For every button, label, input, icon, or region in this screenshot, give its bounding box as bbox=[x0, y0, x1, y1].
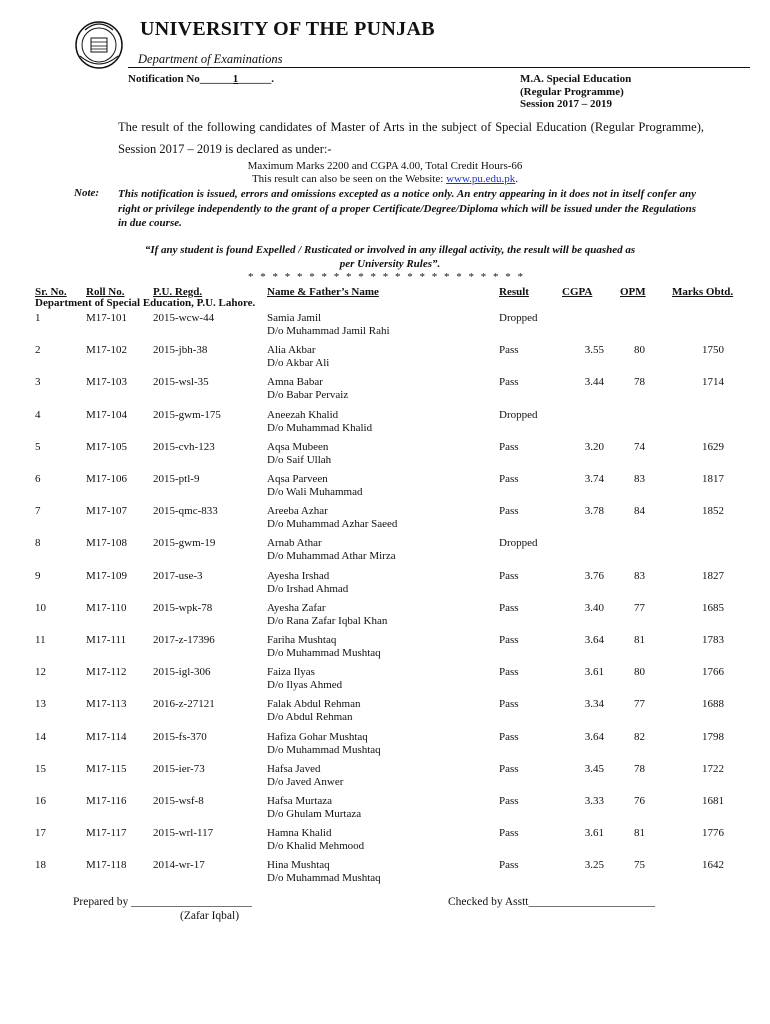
cell-roll-no: M17-107 bbox=[86, 505, 127, 517]
cell-student-name: Hafsa Javed bbox=[267, 763, 321, 775]
cell-cgpa: 3.33 bbox=[584, 795, 604, 807]
cell-opm: 77 bbox=[634, 698, 645, 710]
cell-marks: 1852 bbox=[702, 505, 724, 517]
cell-pu-regd: 2015-wcw-44 bbox=[153, 312, 215, 324]
cell-sr-no: 2 bbox=[35, 344, 41, 356]
cell-father-name: D/o Khalid Mehmood bbox=[267, 840, 365, 852]
cell-student-name: Fariha Mushtaq bbox=[267, 634, 337, 646]
cell-result: Pass bbox=[499, 473, 519, 485]
cell-father-name: D/o Saif Ullah bbox=[267, 454, 332, 466]
header-pu-regd: P.U. Regd. bbox=[153, 286, 203, 298]
cell-cgpa: 3.45 bbox=[584, 763, 604, 775]
cell-cgpa: 3.34 bbox=[584, 698, 604, 710]
cell-roll-no: M17-103 bbox=[86, 376, 127, 388]
cell-marks: 1817 bbox=[702, 473, 724, 485]
checked-label: Checked by Asstt bbox=[448, 896, 529, 908]
cell-roll-no: M17-111 bbox=[86, 634, 127, 646]
cell-result: Pass bbox=[499, 795, 519, 807]
expulsion-warning: “If any student is found Expelled / Rusticated or involved in any illegal activity, the result will be quashed as per University Rules”. bbox=[144, 244, 636, 270]
cell-student-name: Ayesha Zafar bbox=[267, 602, 326, 614]
notification-blank-after: ______. bbox=[238, 73, 275, 85]
cell-marks: 1642 bbox=[702, 859, 724, 871]
prepared-signature-line: _____________________ bbox=[131, 896, 252, 908]
cell-opm: 81 bbox=[634, 827, 645, 839]
cell-cgpa: 3.20 bbox=[584, 441, 604, 453]
cell-cgpa: 3.61 bbox=[584, 666, 604, 678]
cell-pu-regd: 2015-ptl-9 bbox=[153, 473, 200, 485]
prepared-label: Prepared by bbox=[73, 896, 132, 908]
programme-name: M.A. Special Education bbox=[520, 73, 632, 85]
cell-roll-no: M17-108 bbox=[86, 537, 127, 549]
cell-cgpa: 3.64 bbox=[584, 731, 604, 743]
cell-sr-no: 10 bbox=[35, 602, 46, 614]
cell-roll-no: M17-115 bbox=[86, 763, 127, 775]
cell-sr-no: 1 bbox=[35, 312, 41, 324]
cell-student-name: Aneezah Khalid bbox=[267, 409, 339, 421]
cell-roll-no: M17-109 bbox=[86, 570, 127, 582]
header-cgpa: CGPA bbox=[562, 286, 593, 298]
cell-result: Pass bbox=[499, 376, 519, 388]
cell-result: Pass bbox=[499, 666, 519, 678]
cell-result: Pass bbox=[499, 634, 519, 646]
prepared-name: (Zafar Iqbal) bbox=[180, 910, 240, 922]
cell-opm: 74 bbox=[634, 441, 645, 453]
cell-marks: 1750 bbox=[702, 344, 724, 356]
cell-opm: 78 bbox=[634, 376, 645, 388]
marks-line: Maximum Marks 2200 and CGPA 4.00, Total Credit Hours-66 bbox=[247, 160, 523, 172]
cell-opm: 81 bbox=[634, 634, 645, 646]
cell-sr-no: 13 bbox=[35, 698, 46, 710]
cell-father-name: D/o Muhammad Mushtaq bbox=[267, 647, 381, 659]
cell-marks: 1722 bbox=[702, 763, 724, 775]
cell-pu-regd: 2015-gwm-175 bbox=[153, 409, 221, 421]
cell-sr-no: 14 bbox=[35, 731, 46, 743]
university-title: UNIVERSITY OF THE PUNJAB bbox=[140, 18, 435, 40]
cell-result: Pass bbox=[499, 763, 519, 775]
cell-cgpa: 3.44 bbox=[584, 376, 604, 388]
note-text: This notification is issued, errors and omissions excepted as a notice only. An entry appearing in it does not in itself confer any right or privilege independently to the grant of a proper Certificate/Degree/Diploma which will be issued under the Regulations in due course. bbox=[118, 188, 696, 229]
cell-sr-no: 15 bbox=[35, 763, 46, 775]
cell-pu-regd: 2015-wsl-35 bbox=[153, 376, 209, 388]
cell-opm: 80 bbox=[634, 344, 645, 356]
cell-father-name: D/o Muhammad Khalid bbox=[267, 422, 373, 434]
cell-father-name: D/o Muhammad Mushtaq bbox=[267, 744, 381, 756]
cell-pu-regd: 2015-igl-306 bbox=[153, 666, 211, 678]
cell-student-name: Alia Akbar bbox=[267, 344, 316, 356]
cell-result: Pass bbox=[499, 602, 519, 614]
cell-roll-no: M17-114 bbox=[86, 731, 127, 743]
cell-marks: 1688 bbox=[702, 698, 724, 710]
cell-father-name: D/o Babar Pervaiz bbox=[267, 389, 349, 401]
cell-student-name: Arnab Athar bbox=[267, 537, 322, 549]
cell-father-name: D/o Muhammad Azhar Saeed bbox=[267, 518, 398, 530]
cell-sr-no: 6 bbox=[35, 473, 41, 485]
cell-pu-regd: 2015-qmc-833 bbox=[153, 505, 218, 517]
cell-result: Pass bbox=[499, 441, 519, 453]
cell-father-name: D/o Akbar Ali bbox=[267, 357, 330, 369]
cell-roll-no: M17-112 bbox=[86, 666, 127, 678]
intro-paragraph: The result of the following candidates of Master of Arts in the subject of Special Education (Regular Programme), Session 2017 – 2019 is declared as under:- bbox=[118, 120, 704, 156]
star-divider: * * * * * * * * * * * * * * * * * * * * * * * bbox=[248, 271, 525, 283]
programme-type: (Regular Programme) bbox=[520, 85, 624, 98]
cell-sr-no: 7 bbox=[35, 505, 41, 517]
cell-marks: 1783 bbox=[702, 634, 724, 646]
cell-student-name: Hafsa Murtaza bbox=[267, 795, 333, 807]
cell-roll-no: M17-113 bbox=[86, 698, 127, 710]
cell-roll-no: M17-106 bbox=[86, 473, 127, 485]
cell-roll-no: M17-105 bbox=[86, 441, 127, 453]
cell-student-name: Hafiza Gohar Mushtaq bbox=[267, 731, 368, 743]
cell-roll-no: M17-116 bbox=[86, 795, 127, 807]
cell-cgpa: 3.40 bbox=[584, 602, 604, 614]
cell-pu-regd: 2015-gwm-19 bbox=[153, 537, 216, 549]
header-name: Name & Father’s Name bbox=[267, 286, 379, 298]
cell-roll-no: M17-102 bbox=[86, 344, 127, 356]
cell-pu-regd: 2017-use-3 bbox=[153, 570, 203, 582]
cell-father-name: D/o Rana Zafar Iqbal Khan bbox=[267, 615, 388, 627]
cell-cgpa: 3.78 bbox=[584, 505, 604, 517]
cell-sr-no: 18 bbox=[35, 859, 46, 871]
cell-father-name: D/o Abdul Rehman bbox=[267, 711, 353, 723]
cell-result: Dropped bbox=[499, 537, 538, 549]
cell-sr-no: 9 bbox=[35, 570, 41, 582]
cell-marks: 1776 bbox=[702, 827, 724, 839]
cell-result: Pass bbox=[499, 570, 519, 582]
cell-roll-no: M17-110 bbox=[86, 602, 127, 614]
cell-student-name: Aqsa Mubeen bbox=[267, 441, 329, 453]
cell-opm: 76 bbox=[634, 795, 645, 807]
cell-sr-no: 12 bbox=[35, 666, 46, 678]
header-divider bbox=[128, 67, 750, 68]
cell-opm: 75 bbox=[634, 859, 645, 871]
cell-pu-regd: 2015-jbh-38 bbox=[153, 344, 208, 356]
cell-pu-regd: 2016-z-27121 bbox=[153, 698, 215, 710]
cell-marks: 1766 bbox=[702, 666, 724, 678]
header-result: Result bbox=[499, 286, 529, 298]
cell-student-name: Hina Mushtaq bbox=[267, 859, 330, 871]
cell-result: Pass bbox=[499, 505, 519, 517]
cell-sr-no: 16 bbox=[35, 795, 46, 807]
cell-result: Pass bbox=[499, 344, 519, 356]
cell-sr-no: 5 bbox=[35, 441, 41, 453]
header-opm: OPM bbox=[620, 286, 646, 298]
note-label: Note: bbox=[74, 187, 100, 199]
checked-by bbox=[448, 896, 655, 908]
notification-label: Notification No bbox=[128, 73, 200, 85]
cell-pu-regd: 2017-z-17396 bbox=[153, 634, 215, 646]
cell-pu-regd: 2015-cvh-123 bbox=[153, 441, 215, 453]
cell-marks: 1827 bbox=[702, 570, 724, 582]
website-link[interactable]: www.pu.edu.pk bbox=[446, 173, 516, 185]
cell-sr-no: 17 bbox=[35, 827, 46, 839]
cell-sr-no: 3 bbox=[35, 376, 41, 388]
website-prefix: This result can also be seen on the Website: bbox=[251, 173, 447, 185]
cell-student-name: Hamna Khalid bbox=[267, 827, 332, 839]
header-marks: Marks Obtd. bbox=[672, 286, 734, 298]
prepared-by bbox=[73, 896, 252, 908]
cell-roll-no: M17-101 bbox=[86, 312, 127, 324]
cell-father-name: D/o Irshad Ahmad bbox=[267, 583, 349, 595]
cell-roll-no: M17-104 bbox=[86, 409, 127, 421]
cell-sr-no: 8 bbox=[35, 537, 41, 549]
cell-pu-regd: 2015-wsf-8 bbox=[153, 795, 204, 807]
cell-sr-no: 11 bbox=[35, 634, 46, 646]
cell-roll-no: M17-118 bbox=[86, 859, 127, 871]
cell-roll-no: M17-117 bbox=[86, 827, 127, 839]
department-name: Department of Examinations bbox=[138, 52, 283, 66]
cell-result: Dropped bbox=[499, 312, 538, 324]
cell-marks: 1629 bbox=[702, 441, 724, 453]
cell-pu-regd: 2015-fs-370 bbox=[153, 731, 207, 743]
notification-value: 1 bbox=[232, 73, 239, 85]
cell-result: Pass bbox=[499, 698, 519, 710]
cell-father-name: D/o Muhammad Mushtaq bbox=[267, 872, 381, 884]
cell-opm: 83 bbox=[634, 473, 645, 485]
website-suffix: . bbox=[515, 173, 519, 185]
programme-session: Session 2017 – 2019 bbox=[520, 98, 612, 110]
cell-student-name: Falak Abdul Rehman bbox=[267, 698, 361, 710]
cell-sr-no: 4 bbox=[35, 409, 41, 421]
cell-student-name: Faiza Ilyas bbox=[267, 666, 315, 678]
cell-opm: 82 bbox=[634, 731, 645, 743]
cell-opm: 83 bbox=[634, 570, 645, 582]
cell-pu-regd: 2015-wrl-117 bbox=[153, 827, 214, 839]
cell-opm: 80 bbox=[634, 666, 645, 678]
cell-father-name: D/o Wali Muhammad bbox=[267, 486, 363, 498]
university-seal-icon bbox=[72, 16, 126, 70]
cell-opm: 78 bbox=[634, 763, 645, 775]
cell-father-name: D/o Ilyas Ahmed bbox=[267, 679, 343, 691]
cell-cgpa: 3.25 bbox=[584, 859, 604, 871]
cell-student-name: Areeba Azhar bbox=[267, 505, 328, 517]
cell-pu-regd: 2015-ier-73 bbox=[153, 763, 205, 775]
cell-student-name: Ayesha Irshad bbox=[267, 570, 330, 582]
cell-opm: 84 bbox=[634, 505, 645, 517]
department-row: Department of Special Education, P.U. Lahore. bbox=[35, 297, 256, 309]
cell-pu-regd: 2015-wpk-78 bbox=[153, 602, 213, 614]
cell-marks: 1681 bbox=[702, 795, 724, 807]
cell-cgpa: 3.64 bbox=[584, 634, 604, 646]
cell-cgpa: 3.76 bbox=[584, 570, 604, 582]
cell-student-name: Aqsa Parveen bbox=[267, 473, 328, 485]
cell-father-name: D/o Javed Anwer bbox=[267, 776, 344, 788]
cell-father-name: D/o Ghulam Murtaza bbox=[267, 808, 362, 820]
notification-blank-before: ______ bbox=[199, 73, 233, 85]
cell-student-name: Samia Jamil bbox=[267, 312, 322, 324]
checked-signature-line: ______________________ bbox=[528, 896, 655, 908]
cell-marks: 1798 bbox=[702, 731, 724, 743]
cell-pu-regd: 2014-wr-17 bbox=[153, 859, 205, 871]
header-sr-no: Sr. No. bbox=[35, 286, 67, 298]
header-roll-no: Roll No. bbox=[86, 286, 125, 298]
cell-marks: 1685 bbox=[702, 602, 724, 614]
cell-result: Pass bbox=[499, 827, 519, 839]
programme-block bbox=[520, 73, 631, 111]
cell-opm: 77 bbox=[634, 602, 645, 614]
cell-student-name: Amna Babar bbox=[267, 376, 323, 388]
cell-result: Pass bbox=[499, 859, 519, 871]
cell-result: Dropped bbox=[499, 409, 538, 421]
cell-result: Pass bbox=[499, 731, 519, 743]
cell-father-name: D/o Muhammad Athar Mirza bbox=[267, 550, 396, 562]
cell-cgpa: 3.61 bbox=[584, 827, 604, 839]
notification-number bbox=[128, 73, 274, 85]
website-line bbox=[0, 173, 770, 185]
cell-cgpa: 3.74 bbox=[584, 473, 604, 485]
cell-father-name: D/o Muhammad Jamil Rahi bbox=[267, 325, 390, 337]
cell-marks: 1714 bbox=[702, 376, 724, 388]
cell-cgpa: 3.55 bbox=[584, 344, 604, 356]
